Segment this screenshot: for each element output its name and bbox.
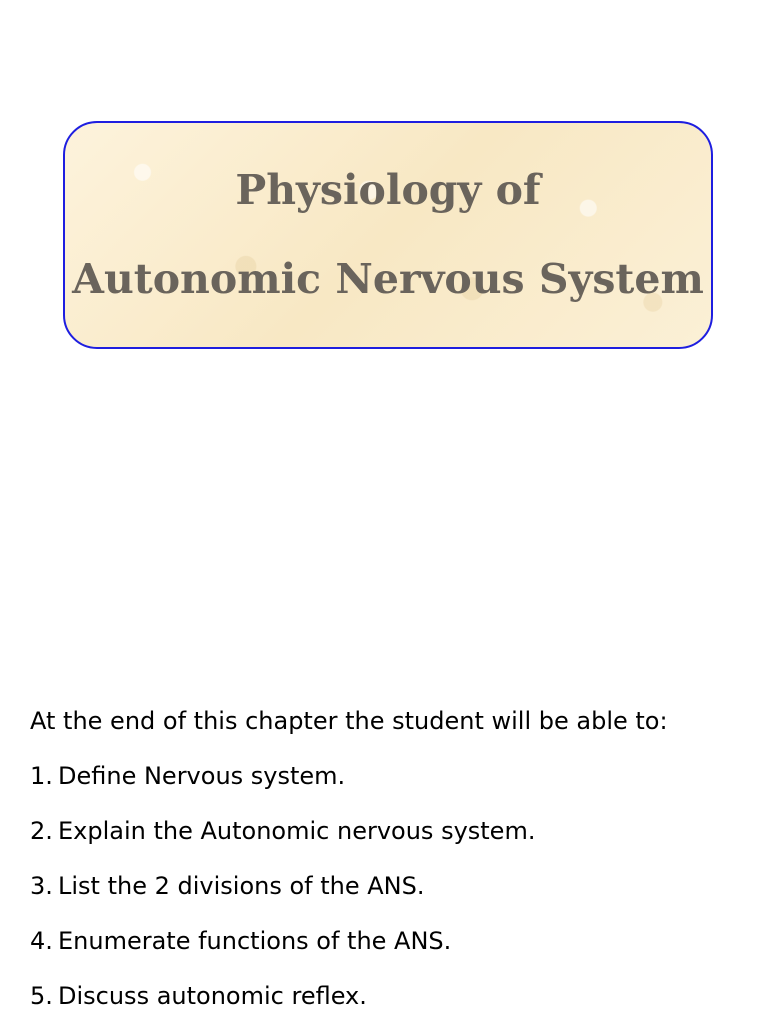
objective-item — [30, 968, 750, 1023]
title-line-1: Physiology of — [235, 166, 541, 214]
objective-item — [30, 913, 750, 968]
objective-number: 5. — [30, 981, 53, 1010]
objective-number: 4. — [30, 926, 53, 955]
objectives-intro: At the end of this chapter the student will be able to: — [30, 706, 668, 735]
objective-item — [30, 858, 750, 913]
title-line-2: Autonomic Nervous System — [72, 255, 704, 303]
objective-text: Define Nervous system. — [58, 761, 346, 790]
objective-item — [30, 803, 750, 858]
objective-number: 2. — [30, 816, 53, 845]
title-box — [63, 121, 713, 349]
objective-number: 3. — [30, 871, 53, 900]
objective-text: Explain the Autonomic nervous system. — [58, 816, 536, 845]
objective-number: 1. — [30, 761, 53, 790]
objective-item — [30, 748, 750, 803]
objective-text: Discuss autonomic reflex. — [58, 981, 367, 1010]
objective-text: Enumerate functions of the ANS. — [58, 926, 452, 955]
learning-objectives — [30, 693, 750, 1023]
objective-text: List the 2 divisions of the ANS. — [58, 871, 425, 900]
objectives-list — [30, 748, 750, 1023]
